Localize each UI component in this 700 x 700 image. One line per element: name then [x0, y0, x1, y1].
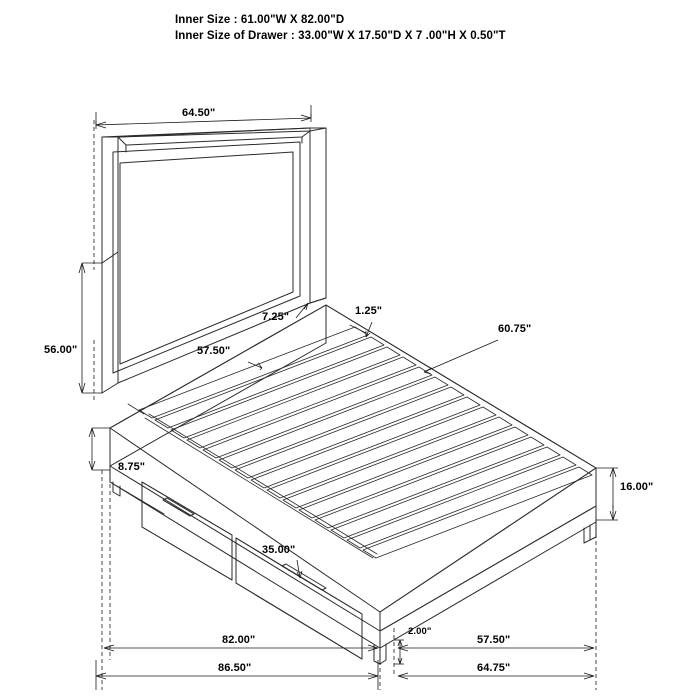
slat-deck	[128, 325, 592, 558]
dim-bed-depth: 60.75"	[498, 323, 532, 335]
dim-foot-height: 2.00"	[408, 626, 432, 637]
dimension-lines	[79, 105, 618, 690]
dim-rail-height: 8.75"	[118, 461, 146, 473]
dim-bottom-outer-width: 64.75"	[477, 662, 511, 674]
dim-footprint-depth: 82.00"	[222, 634, 256, 646]
dim-slat-thickness: 1.25"	[355, 305, 383, 317]
dim-top-width: 64.50"	[182, 107, 216, 119]
dim-headboard-height: 56.00"	[44, 344, 78, 356]
header-line-2: Inner Size of Drawer : 33.00"W X 17.50"D X 7 .00"H X 0.50"T	[175, 30, 506, 42]
storage-drawers	[142, 482, 362, 659]
dim-overall-depth: 86.50"	[218, 662, 252, 674]
dim-slat-gap: 7.25"	[262, 311, 290, 323]
dim-inner-slat-width: 57.50"	[197, 345, 231, 357]
dim-drawer-width: 35.00"	[262, 544, 296, 556]
bed-frame	[110, 305, 596, 664]
dim-bottom-inner-width: 57.50"	[477, 634, 511, 646]
header-line-1: Inner Size : 61.00"W X 82.00"D	[175, 14, 345, 26]
dim-side-height: 16.00"	[620, 481, 654, 493]
